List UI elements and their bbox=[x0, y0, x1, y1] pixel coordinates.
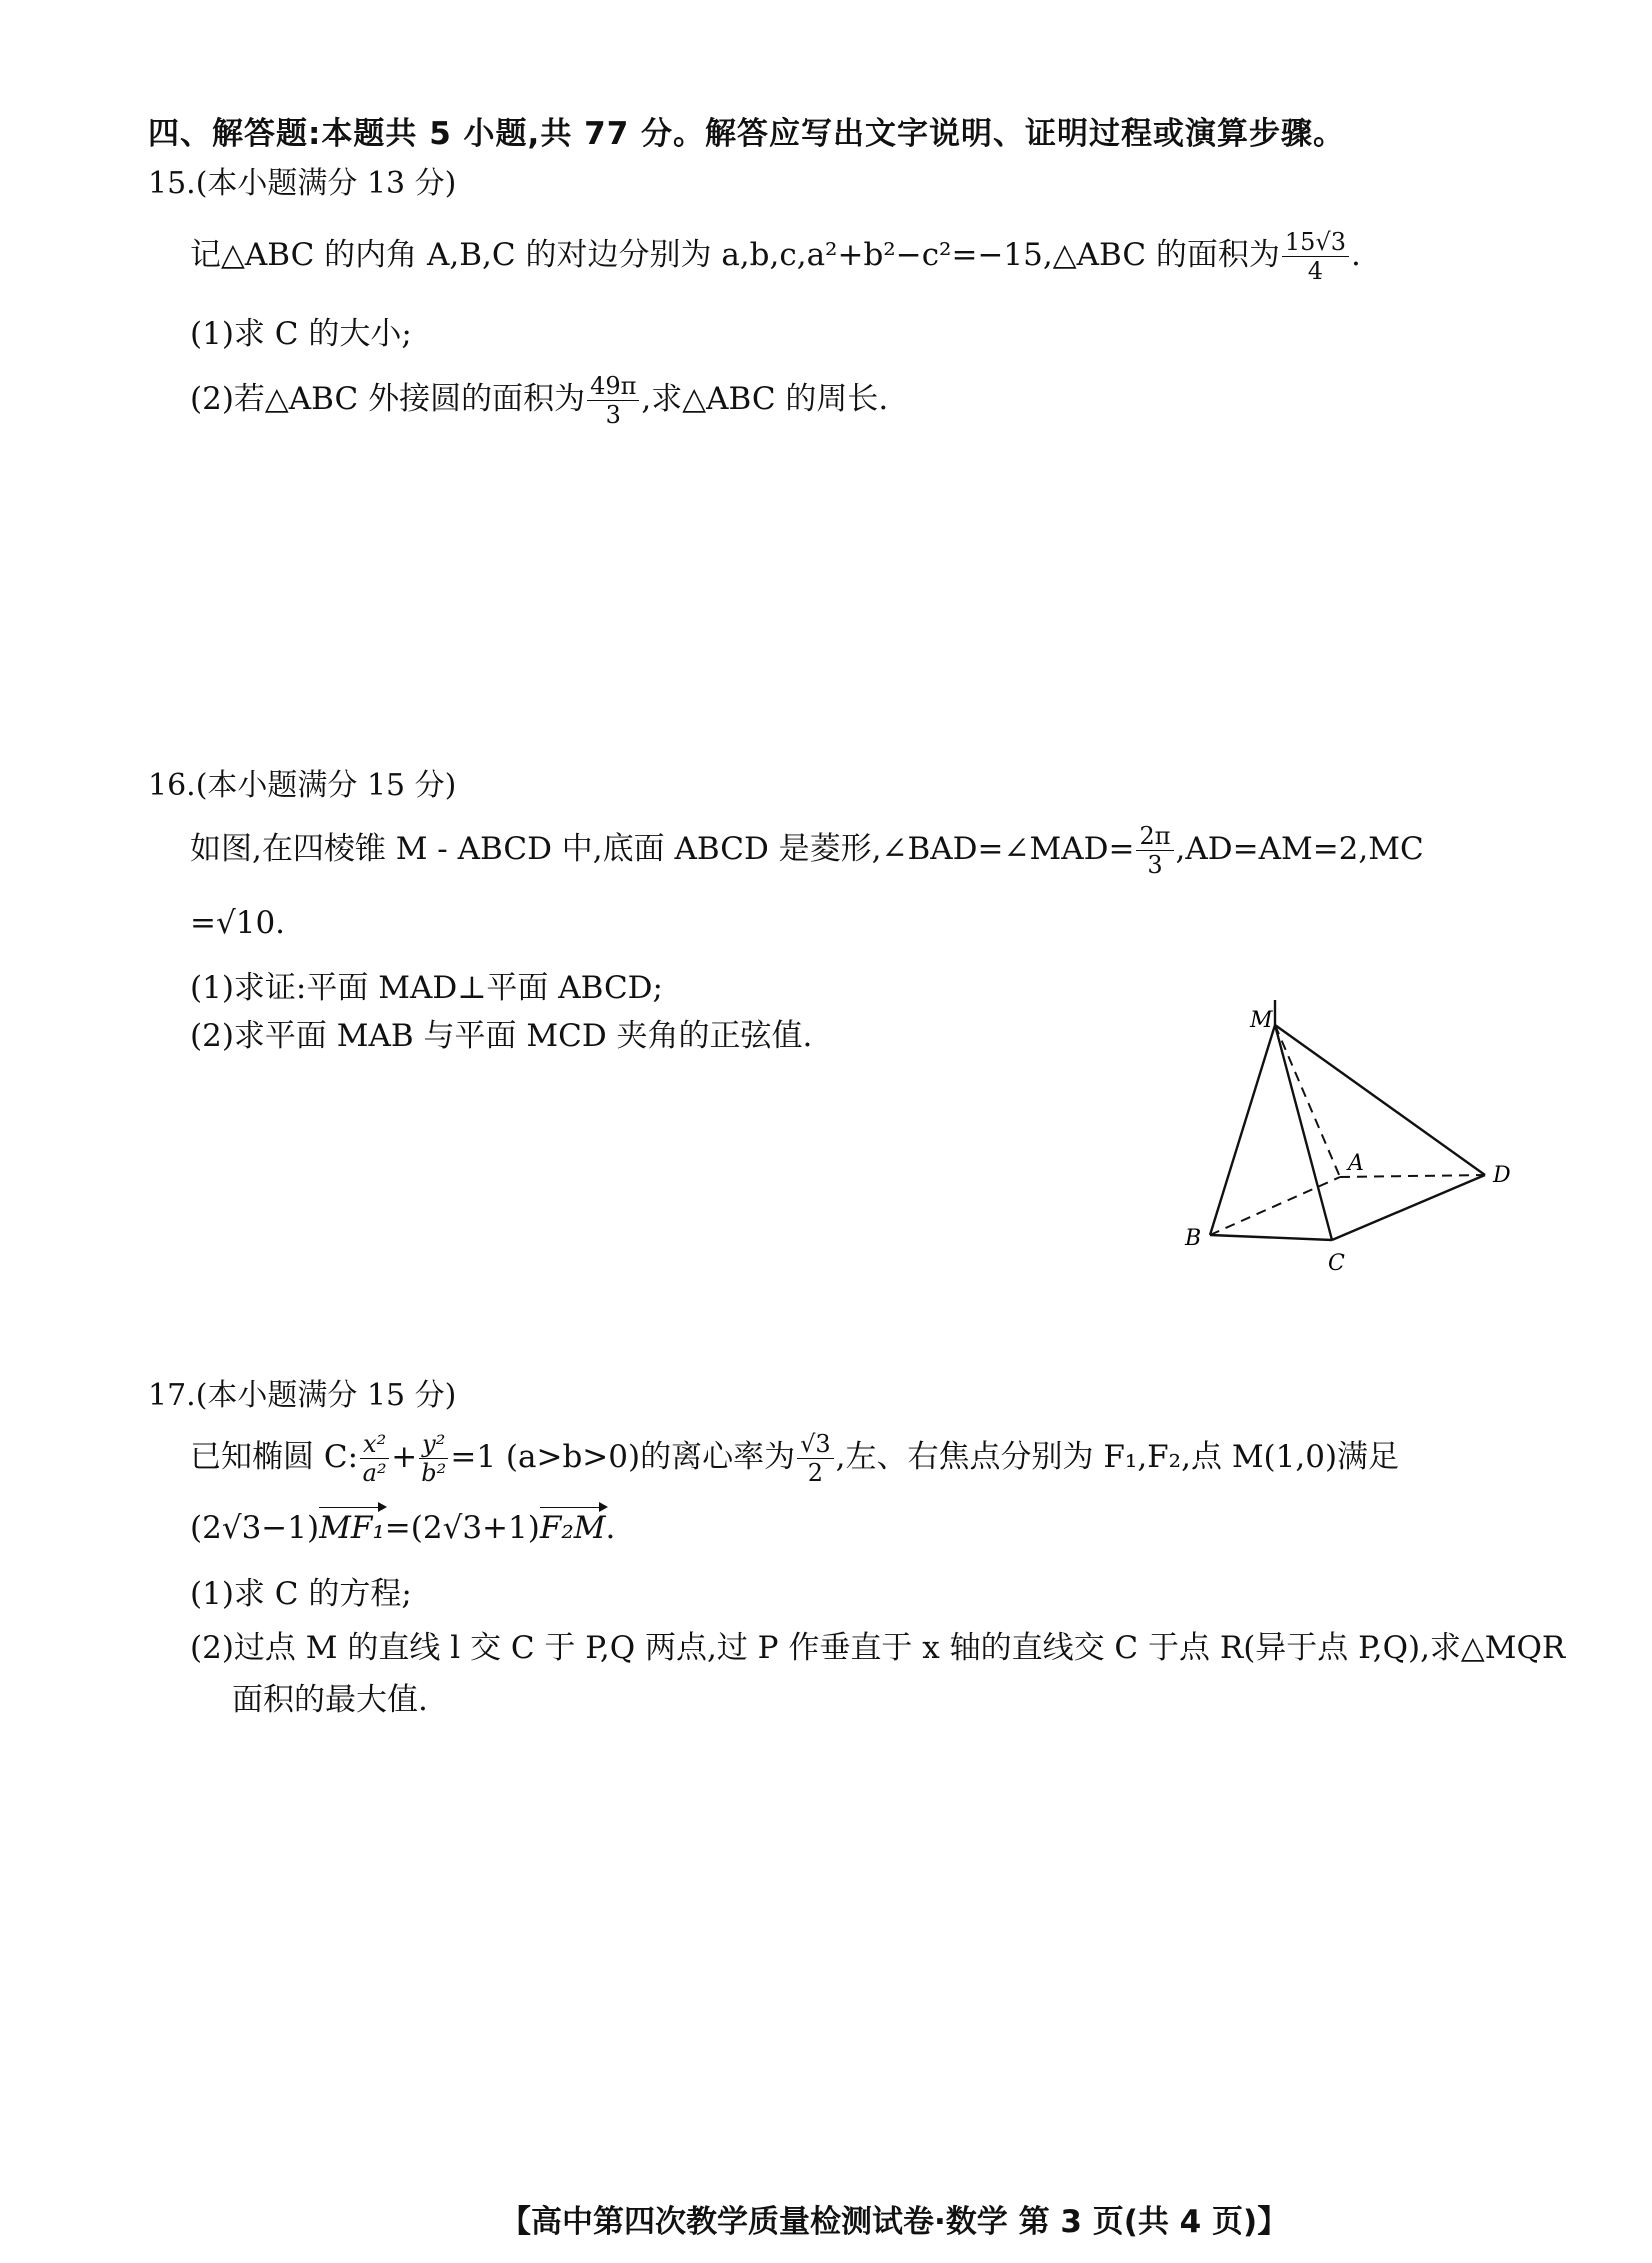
q17-y-numerator: y² bbox=[419, 1430, 448, 1459]
q16-part1: (1)求证:平面 MAD⊥平面 ABCD; bbox=[190, 970, 663, 1006]
q16-stem-text: 如图,在四棱锥 M - ABCD 中,底面 ABCD 是菱形,∠BAD=∠MAD= bbox=[190, 831, 1135, 867]
edge-cd bbox=[1332, 1175, 1485, 1240]
q16-part2: (2)求平面 MAB 与平面 MCD 夹角的正弦值. bbox=[190, 1018, 813, 1054]
q17-part1: (1)求 C 的方程; bbox=[190, 1576, 412, 1612]
edge-md bbox=[1275, 1025, 1485, 1175]
q17-vec-end: . bbox=[605, 1510, 616, 1546]
q17-x-fraction bbox=[360, 1430, 389, 1487]
q15-part2-text: (2)若△ABC 外接圆的面积为 bbox=[190, 381, 586, 417]
q16-stem bbox=[190, 822, 1424, 879]
q16-angle-fraction bbox=[1136, 822, 1173, 879]
q15-area-fraction bbox=[1282, 228, 1349, 285]
q17-e-fraction bbox=[797, 1430, 834, 1487]
edge-mb bbox=[1210, 1025, 1275, 1235]
q17-stem bbox=[190, 1430, 1399, 1487]
q17-stem-text-2: =1 (a>b>0)的离心率为 bbox=[450, 1439, 796, 1475]
q17-part2-line2: 面积的最大值. bbox=[232, 1682, 428, 1718]
q17-x-numerator: x² bbox=[360, 1430, 389, 1459]
q15-area-denominator: 4 bbox=[1307, 257, 1324, 285]
q17-vec-left: (2√3−1) bbox=[190, 1510, 320, 1546]
q15-heading: 15.(本小题满分 13 分) bbox=[148, 166, 457, 201]
pyramid-figure bbox=[1180, 1000, 1520, 1280]
q16-heading: 16.(本小题满分 15 分) bbox=[148, 768, 457, 803]
q16-angle-numerator: 2π bbox=[1136, 822, 1173, 851]
q16-stem-text-2: ,AD=AM=2,MC bbox=[1175, 831, 1424, 867]
q17-heading: 17.(本小题满分 15 分) bbox=[148, 1378, 457, 1413]
q17-part2: (2)过点 M 的直线 l 交 C 于 P,Q 两点,过 P 作垂直于 x 轴的直线交 C 于点 R(异于点 P,Q),求△MQR bbox=[190, 1630, 1566, 1666]
label-c: C bbox=[1328, 1251, 1345, 1276]
label-b: B bbox=[1185, 1226, 1202, 1251]
q17-y-fraction bbox=[419, 1430, 448, 1487]
label-d: D bbox=[1493, 1163, 1511, 1188]
q17-stem-text: 已知椭圆 C: bbox=[190, 1439, 359, 1475]
q17-e-denominator: 2 bbox=[807, 1459, 824, 1487]
label-m: M bbox=[1250, 1008, 1273, 1033]
q17-vector-mf1: MF₁ bbox=[319, 1510, 385, 1546]
q17-vector-condition bbox=[190, 1510, 615, 1546]
q16-stem-line2: =√10. bbox=[190, 905, 286, 941]
q17-stem-text-3: ,左、右焦点分别为 F₁,F₂,点 M(1,0)满足 bbox=[835, 1439, 1400, 1475]
q15-stem-text: 记△ABC 的内角 A,B,C 的对边分别为 a,b,c,a²+b²−c²=−15,△ABC 的面积为 bbox=[190, 237, 1280, 273]
q17-e-numerator: √3 bbox=[797, 1430, 834, 1459]
edge-ba bbox=[1210, 1177, 1340, 1235]
q17-vec-mid: =(2√3+1) bbox=[384, 1510, 540, 1546]
q15-circle-numerator: 49π bbox=[587, 372, 639, 401]
label-a: A bbox=[1348, 1151, 1364, 1176]
q15-circle-denominator: 3 bbox=[605, 401, 621, 429]
page-footer: 【高中第四次教学质量检测试卷·数学 第 3 页(共 4 页)】 bbox=[500, 2204, 1289, 2240]
q16-angle-denominator: 3 bbox=[1147, 851, 1163, 879]
q15-circle-fraction bbox=[587, 372, 639, 429]
edge-bc bbox=[1210, 1235, 1332, 1240]
edge-mc bbox=[1275, 1025, 1332, 1240]
q15-part1: (1)求 C 的大小; bbox=[190, 316, 412, 352]
q17-y-denominator: b² bbox=[421, 1459, 447, 1487]
q17-plus: + bbox=[391, 1439, 418, 1475]
q17-x-denominator: a² bbox=[362, 1459, 387, 1487]
q15-stem bbox=[190, 228, 1361, 285]
q15-area-numerator: 15√3 bbox=[1282, 228, 1349, 257]
q15-part2-end: ,求△ABC 的周长. bbox=[641, 381, 889, 417]
q15-stem-end: . bbox=[1351, 237, 1361, 273]
q17-vector-f2m: F₂M bbox=[539, 1510, 606, 1546]
q15-part2 bbox=[190, 372, 888, 429]
section-title: 四、解答题:本题共 5 小题,共 77 分。解答应写出文字说明、证明过程或演算步骤。 bbox=[148, 116, 1346, 152]
